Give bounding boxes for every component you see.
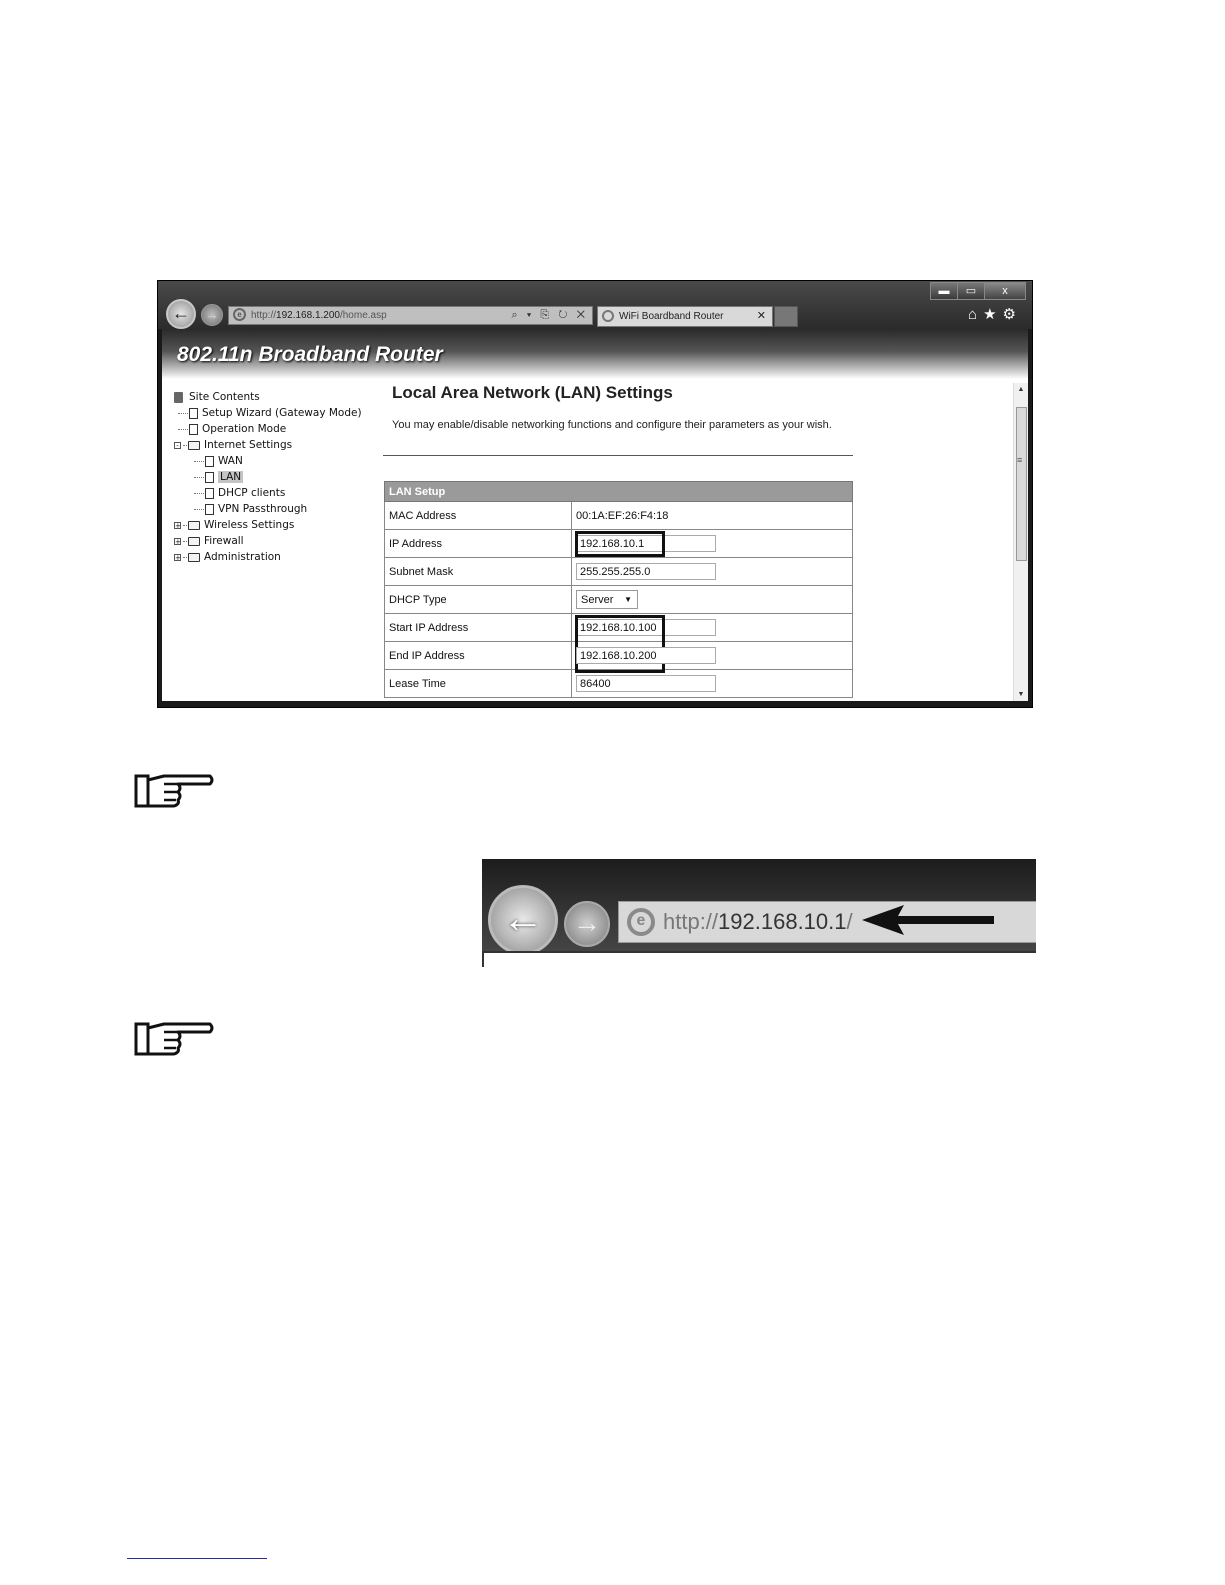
computer-icon [174,392,183,403]
scroll-thumb[interactable] [1016,407,1027,561]
router-banner [162,329,1028,379]
page-icon [205,488,214,499]
folder-icon [188,521,200,530]
address-bar[interactable] [228,306,593,325]
folder-icon [188,537,200,546]
forward-button[interactable]: → [564,901,610,947]
tab-title: WiFi Boardband Router [619,311,724,322]
folder-icon [188,553,200,562]
back-button[interactable]: ← [166,299,196,329]
minimize-button[interactable]: ▬ [930,282,958,300]
lan-setup-header: LAN Setup [385,482,853,502]
router-page [162,329,1028,701]
tree-item-wireless-settings[interactable]: + Wireless Settings [175,519,295,531]
ie-logo-icon: e [233,308,246,321]
browser-tab[interactable] [597,306,773,327]
page-icon [205,456,214,467]
tree-item-firewall[interactable]: + Firewall [175,535,244,547]
dhcp-type-label: DHCP Type [385,586,572,614]
end-ip-label: End IP Address [385,642,572,670]
forward-button[interactable]: → [201,304,223,326]
ie-tab-icon [602,310,614,322]
address-url: http://192.168.1.200/home.asp [251,310,387,321]
scroll-down-icon[interactable]: ▼ [1017,691,1025,698]
pointing-hand-icon [134,770,214,812]
grip-icon: ≡ [1017,455,1023,465]
tree-item-operation-mode[interactable]: Operation Mode [178,421,286,437]
back-button[interactable]: ← [488,885,558,955]
page-description: You may enable/disable networking functions and configure their parameters as your wish. [392,419,832,431]
tree-item-wan[interactable]: WAN [194,453,243,469]
lan-setup-table [384,481,853,698]
scroll-up-icon[interactable]: ▲ [1017,386,1025,393]
expand-icon[interactable]: + [175,553,181,562]
lease-time-label: Lease Time [385,670,572,698]
expand-icon[interactable]: + [175,537,181,546]
table-row [385,586,853,614]
subnet-mask-label: Subnet Mask [385,558,572,586]
browser-window [157,280,1033,708]
subnet-mask-input[interactable]: 255.255.255.0 [576,563,716,580]
close-button[interactable]: x [984,282,1026,300]
toolbar-icons [968,305,1022,323]
tree-item-internet-settings[interactable]: - Internet Settings [174,437,292,453]
start-ip-input[interactable]: 192.168.10.100 [576,619,716,636]
page-icon [189,424,198,435]
ip-address-input[interactable]: 192.168.10.1 [576,535,716,552]
highlight-box [575,531,665,557]
page-icon [205,504,214,515]
browser-toolbar [158,281,1032,329]
expand-icon[interactable]: + [175,521,181,530]
mac-address-value: 00:1A:EF:26:F4:18 [572,502,853,530]
table-row [385,670,853,698]
tree-root[interactable]: Site Contents [174,389,260,405]
tree-item-vpn-passthrough[interactable]: VPN Passthrough [194,501,307,517]
tree-item-setup-wizard[interactable]: Setup Wizard (Gateway Mode) [178,405,362,421]
chevron-down-icon: ▼ [624,595,632,604]
dhcp-type-select[interactable]: Server ▼ [576,590,638,609]
footnote-rule [127,1558,267,1559]
divider [383,455,853,456]
star-icon[interactable]: ★ [983,306,1003,323]
table-row [385,530,853,558]
tree-item-lan[interactable]: LAN [194,469,243,485]
end-ip-input[interactable]: 192.168.10.200 [576,647,716,664]
page-edge [482,951,1036,967]
home-icon[interactable]: ⌂ [968,306,984,323]
page-title: Local Area Network (LAN) Settings [392,383,673,402]
ie-logo-icon: e [627,908,655,936]
page-icon [189,408,198,419]
vertical-scrollbar[interactable] [1013,383,1028,701]
new-tab-button[interactable] [774,306,798,327]
address-url: http://192.168.10.1/ [663,909,853,934]
lease-time-input[interactable]: 86400 [576,675,716,692]
arrow-left-icon [862,905,1002,935]
mac-address-label: MAC Address [385,502,572,530]
tree-item-administration[interactable]: + Administration [175,551,281,563]
maximize-button[interactable]: ▭ [957,282,985,300]
gear-icon[interactable]: ⚙ [1002,306,1022,323]
tree-item-dhcp-clients[interactable]: DHCP clients [194,485,285,501]
zoomed-address-bar [482,859,1036,967]
table-row [385,502,853,530]
start-ip-label: Start IP Address [385,614,572,642]
page-icon [205,472,214,483]
ip-address-label: IP Address [385,530,572,558]
collapse-icon[interactable]: - [174,442,181,449]
tab-close-icon[interactable]: ✕ [756,310,766,322]
banner-title: 802.11n Broadband Router [177,343,443,366]
folder-open-icon [188,441,200,450]
address-controls[interactable]: ⌕ ▾ ⎘ ↻ ✕ [511,309,588,321]
table-row [385,614,853,642]
table-row [385,558,853,586]
pointing-hand-icon [134,1018,214,1060]
window-controls [931,282,1026,300]
